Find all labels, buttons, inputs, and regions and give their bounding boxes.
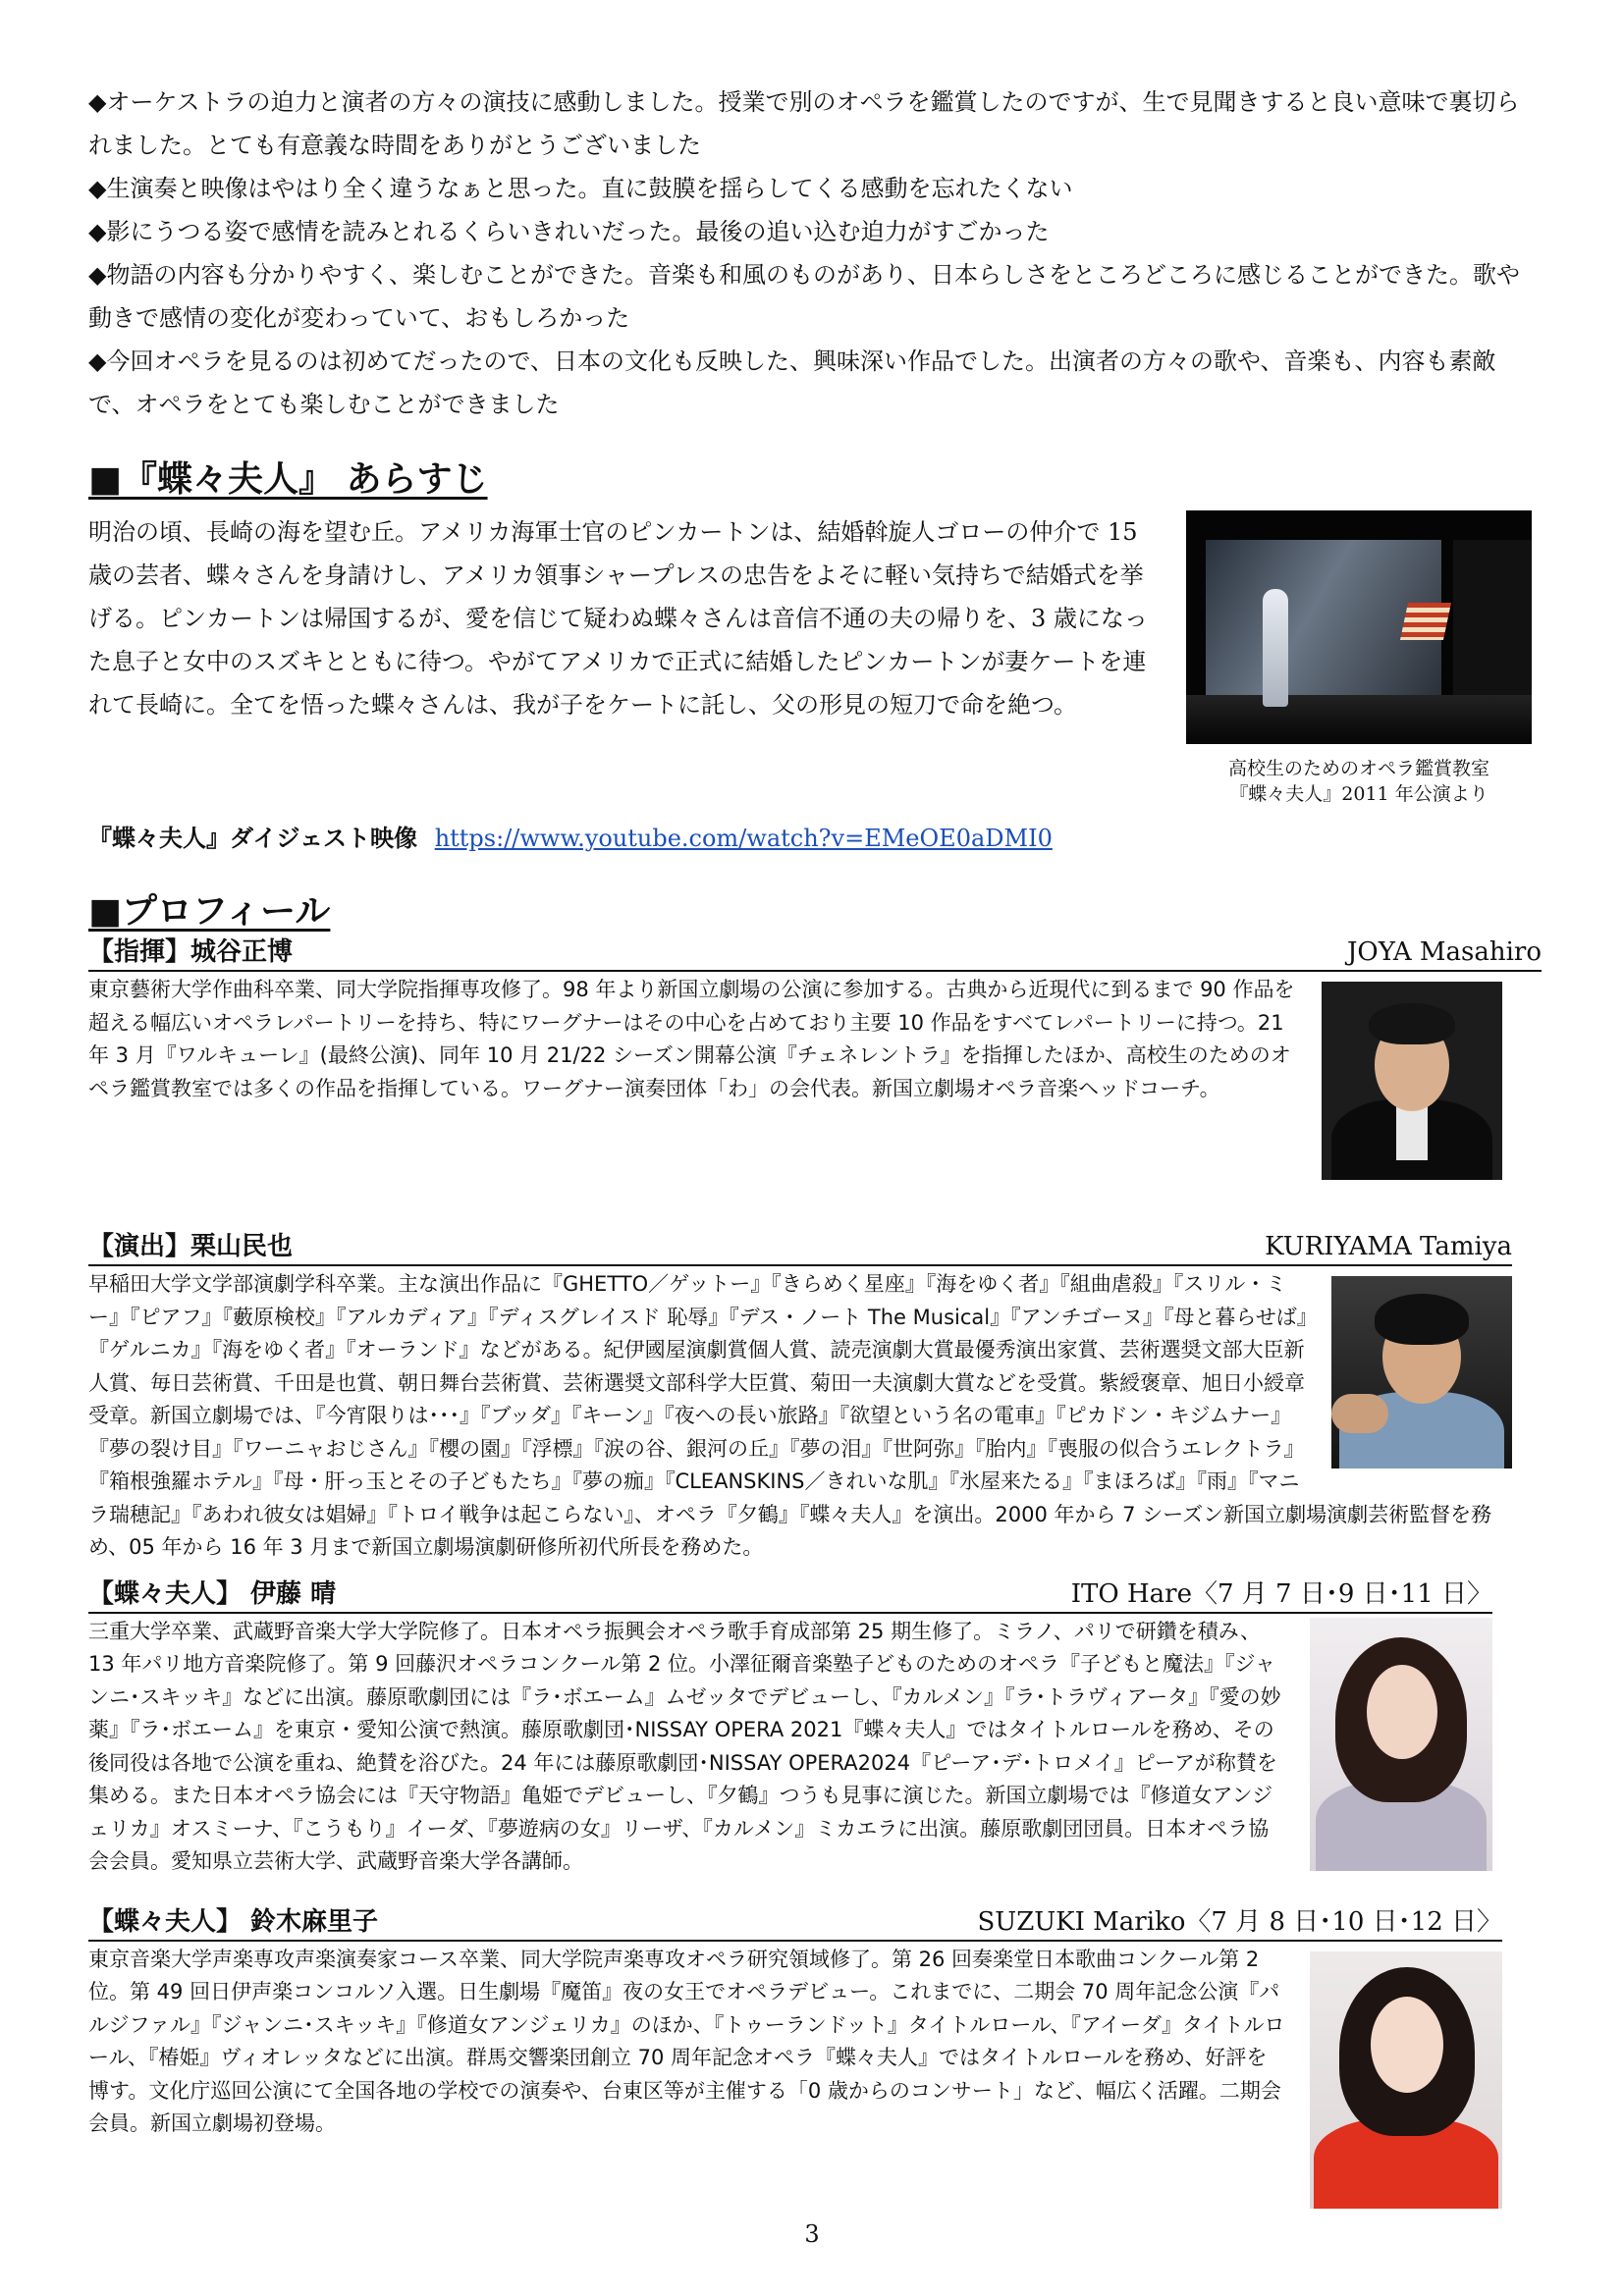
impression-item: ◆物語の内容も分かりやすく、楽しむことができた。音楽も和風のものがあり、日本らしさをところどころに感じることができた。歌や動きで感情の変化が変わっていて、おもしろかった xyxy=(88,261,1520,332)
profile-ito xyxy=(88,1576,1492,1879)
stage-figure xyxy=(1186,510,1532,807)
profile-romaji: SUZUKI Mariko〈7 月 8 日･10 日･12 日〉 xyxy=(977,1906,1502,1937)
profile-suzuki xyxy=(88,1904,1502,2209)
impression-item: ◆影にうつる姿で感情を読みとれるくらいきれいだった。最後の追い込む迫力がすごかった xyxy=(88,218,1050,245)
profile-text: 東京音楽大学声楽専攻声楽演奏家コース卒業、同大学院声楽専攻オペラ研究領域修了。第 26 回奏楽堂日本歌曲コンクール第 2 位。第 49 回日伊声楽コンコルソ入選。日生劇場『魔笛』夜の女王でオペラデビュー。これまでに、二期会 70 周年記念公演『パルジファル』『ジャンニ･スキッキ』『修道女アンジェリカ』のほか、『トゥーランドット』タイトルロール、『アイーダ』タイトルロール、『椿姫』ヴィオレッタなどに出演。群馬交響楽団創立 70 周年記念オペラ『蝶々夫人』ではタイトルロールを務め、好評を博す。文化庁巡回公演にて全国各地の学校での演奏や、台東区等が主催する「0 歳からのコンサート」など、幅広く活躍。二期会会員。新国立劇場初登場。 xyxy=(88,1947,1285,2135)
profile-romaji: ITO Hare〈7 月 7 日･9 日･11 日〉 xyxy=(1070,1578,1492,1609)
synopsis-title: ■『蝶々夫人』 あらすじ xyxy=(88,458,488,500)
digest-video xyxy=(88,819,1542,858)
singer-suzuki-portrait xyxy=(1310,1951,1502,2209)
impression-item: ◆今回オペラを見るのは初めてだったので、日本の文化も反映した、興味深い作品でした。出演者の方々の歌や、音楽も、内容も素敵で、オペラをとても楽しむことができました xyxy=(88,347,1496,418)
profile-joya xyxy=(88,934,1542,1180)
profiles-title: ■プロフィール xyxy=(88,890,331,932)
synopsis-text: 明治の頃、長崎の海を望む丘。アメリカ海軍士官のピンカートンは、結婚斡旋人ゴローの仲介で 15 歳の芸者、蝶々さんを身請けし、アメリカ領事シャープレスの忠告をよそに軽い気持ちで結婚式を挙げる。ピンカートンは帰国するが、愛を信じて疑わぬ蝶々さんは音信不通の夫の帰りを、3 歳になった息子と女中のスズキとともに待つ。やがてアメリカで正式に結婚したピンカートンが妻ケートを連れて長崎に。全てを悟った蝶々さんは、我が子をケートに託し、父の形見の短刀で命を絶つ。 xyxy=(88,518,1148,719)
digest-link[interactable]: https://www.youtube.com/watch?v=EMeOE0aDMI0 xyxy=(434,825,1053,852)
synopsis-section xyxy=(88,510,1542,807)
conductor-portrait xyxy=(1322,982,1502,1180)
director-portrait xyxy=(1331,1276,1512,1468)
profile-text: 三重大学卒業、武蔵野音楽大学大学院修了。日本オペラ振興会オペラ歌手育成部第 25 期生修了。ミラノ、パリで研鑽を積み、13 年パリ地方音楽院修了。第 9 回藤沢オペラコンクール第 2 位。小澤征爾音楽塾子どものためのオペラ『子どもと魔法』『ジャンニ･スキッキ』などに出演。藤原歌劇団には『ラ･ボエーム』ムゼッタでデビューし、『カルメン』『ラ･トラヴィアータ』『愛の妙薬』『ラ･ボエーム』を東京・愛知公演で熱演。藤原歌劇団･NISSAY OPERA 2021『蝶々夫人』ではタイトルロールを務め、その後同役は各地で公演を重ね、絶賛を浴びた。24 年には藤原歌劇団･NISSAY OPERA2024『ピーア･デ･トロメイ』ピーアが称賛を集める。また日本オペラ協会には『天守物語』亀姫でデビューし、『夕鶴』つうも見事に演じた。新国立劇場では『修道女アンジェリカ』オスミーナ、『こうもり』イーダ、『夢遊病の女』リーザ、『カルメン』ミカエラに出演。藤原歌劇団団員。日本オペラ協会会員。愛知県立芸術大学、武蔵野音楽大学各講師。 xyxy=(88,1619,1281,1873)
profile-romaji: KURIYAMA Tamiya xyxy=(1265,1232,1512,1261)
document-page xyxy=(88,80,1542,2209)
impression-item: ◆生演奏と映像はやはり全く違うなぁと思った。直に鼓膜を揺らしてくる感動を忘れたくない xyxy=(88,175,1073,202)
page-number: 3 xyxy=(804,2220,820,2248)
profile-role-name: 【演出】栗山民也 xyxy=(88,1232,294,1261)
profile-text: 早稲田大学文学部演劇学科卒業。主な演出作品に『GHETTO／ゲットー』『きらめく星座』『海をゆく者』『組曲虐殺』『スリル・ミー』『ピアフ』『藪原検校』『アルカディア』『ディスグレイスド 恥辱』『デス・ノート The Musical』『アンチゴーヌ』『母と暮らせば』『ゲルニカ』『海をゆく者』『オーランド』などがある。紀伊國屋演劇賞個人賞、読売演劇大賞最優秀演出家賞、芸術選奨文部大臣新人賞、毎日芸術賞、千田是也賞、朝日舞台芸術賞、芸術選奨文部科学大臣賞、菊田一夫演劇大賞などを受賞。紫綬褒章、旭日小綬章受章。新国立劇場では、『今宵限りは･･･』『ブッダ』『キーン』『夜への長い旅路』『欲望という名の電車』『ピカドン・キジムナー』『夢の裂け目』『ワーニャおじさん』『櫻の園』『浮標』『涙の谷、銀河の丘』『夢の泪』『世阿弥』『胎内』『喪服の似合うエレクトラ』『箱根強羅ホテル』『母・肝っ玉とその子どもたち』『夢の痂』『CLEANSKINS／きれいな肌』『氷屋来たる』『まほろば』『雨』『マニラ瑞穂記』『あわれ彼女は娼婦』『トロイ戦争は起こらない』、オペラ『夕鶴』『蝶々夫人』を演出。2000 年から 7 シーズン新国立劇場演劇芸術監督を務め、05 年から 16 年 3 月まで新国立劇場演劇研修所初代所長を務めた。 xyxy=(88,1272,1492,1559)
impressions-list xyxy=(88,80,1542,426)
photo-caption: 高校生のためのオペラ鑑賞教室 『蝶々夫人』2011 年公演より xyxy=(1227,758,1489,805)
singer-ito-portrait xyxy=(1310,1618,1492,1871)
profile-kuriyama xyxy=(88,1229,1512,1565)
digest-label: 『蝶々夫人』ダイジェスト映像 xyxy=(88,824,418,852)
profile-role-name: 【蝶々夫人】 鈴木麻里子 xyxy=(88,1906,379,1937)
profile-romaji: JOYA Masahiro xyxy=(1346,937,1542,967)
impression-item: ◆オーケストラの迫力と演者の方々の演技に感動しました。授業で別のオペラを鑑賞したのですが、生で見聞きすると良い意味で裏切られました。とても有意義な時間をありがとうございました xyxy=(88,88,1520,159)
profile-text: 東京藝術大学作曲科卒業、同大学院指揮専攻修了。98 年より新国立劇場の公演に参加する。古典から近現代に到るまで 90 作品を超える幅広いオペラレパートリーを持ち、特にワーグナーはその中心を占めており主要 10 作品をすべてレパートリーに持つ。21 年 3 月『ワルキューレ』(最終公演)、同年 10 月 21/22 シーズン開幕公演『チェネレントラ』を指揮したほか、高校生のためのオペラ鑑賞教室では多くの作品を指揮している。ワーグナー演奏団体「わ」の会代表。新国立劇場オペラ音楽ヘッドコーチ。 xyxy=(88,978,1295,1100)
profile-role-name: 【蝶々夫人】 伊藤 晴 xyxy=(88,1578,337,1609)
profile-role-name: 【指揮】城谷正博 xyxy=(88,937,294,967)
stage-photo xyxy=(1186,510,1532,744)
